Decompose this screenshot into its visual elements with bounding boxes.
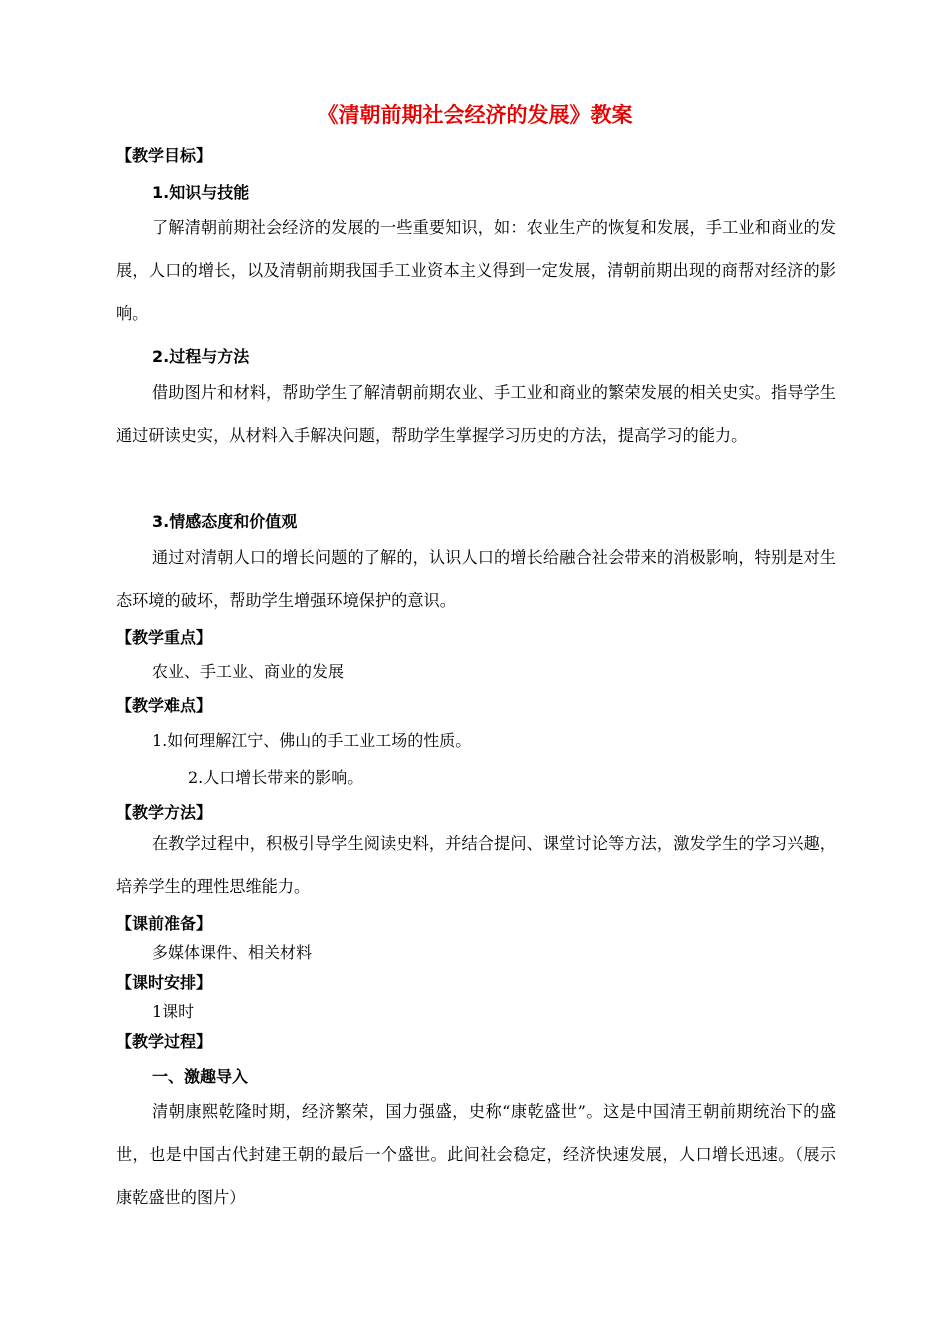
process-step1-text: 清朝康熙乾隆时期，经济繁荣，国力强盛，史称“康乾盛世”。这是中国清王朝前期统治下的盛世，也是中国古代封建王朝的最后一个盛世。此间社会稳定，经济快速发展，人口增长迅速。（展示康乾盛世的图片） bbox=[116, 1102, 836, 1207]
preparation-heading: 【课前准备】 bbox=[116, 914, 213, 933]
document-title: 《清朝前期社会经济的发展》教案 bbox=[317, 103, 633, 127]
goals-section3-title: 3.情感态度和价值观 bbox=[152, 512, 298, 531]
key-points-heading: 【教学重点】 bbox=[116, 628, 213, 647]
goals-heading: 【教学目标】 bbox=[116, 146, 213, 165]
goals-section2-text: 借助图片和材料，帮助学生了解清朝前期农业、手工业和商业的繁荣发展的相关史实。指导学生通过研读史实，从材料入手解决问题，帮助学生掌握学习历史的方法，提高学习的能力。 bbox=[116, 383, 836, 445]
methods-heading: 【教学方法】 bbox=[116, 803, 213, 822]
process-step1-title: 一、激趣导入 bbox=[152, 1067, 249, 1086]
goals-section3-text: 通过对清朝人口的增长问题的了解的，认识人口的增长给融合社会带来的消极影响，特别是对生态环境的破坏，帮助学生增强环境保护的意识。 bbox=[116, 548, 836, 610]
schedule-text: 1课时 bbox=[152, 1002, 195, 1021]
goals-section1-title: 1.知识与技能 bbox=[152, 183, 250, 202]
difficulties-item-2: 2.人口增长带来的影响。 bbox=[188, 768, 364, 787]
methods-text: 在教学过程中，积极引导学生阅读史料，并结合提问、课堂讨论等方法，激发学生的学习兴趣，培养学生的理性思维能力。 bbox=[116, 834, 836, 896]
difficulties-heading: 【教学难点】 bbox=[116, 696, 213, 715]
goals-section1-text: 了解清朝前期社会经济的发展的一些重要知识，如：农业生产的恢复和发展，手工业和商业的发展，人口的增长，以及清朝前期我国手工业资本主义得到一定发展，清朝前期出现的商帮对经济的影响。 bbox=[116, 218, 836, 323]
schedule-heading: 【课时安排】 bbox=[116, 973, 213, 992]
preparation-text: 多媒体课件、相关材料 bbox=[152, 943, 313, 962]
process-heading: 【教学过程】 bbox=[116, 1032, 213, 1051]
difficulties-item-1: 1.如何理解江宁、佛山的手工业工场的性质。 bbox=[152, 731, 472, 750]
goals-section2-title: 2.过程与方法 bbox=[152, 347, 250, 366]
key-points-text: 农业、手工业、商业的发展 bbox=[152, 662, 345, 681]
